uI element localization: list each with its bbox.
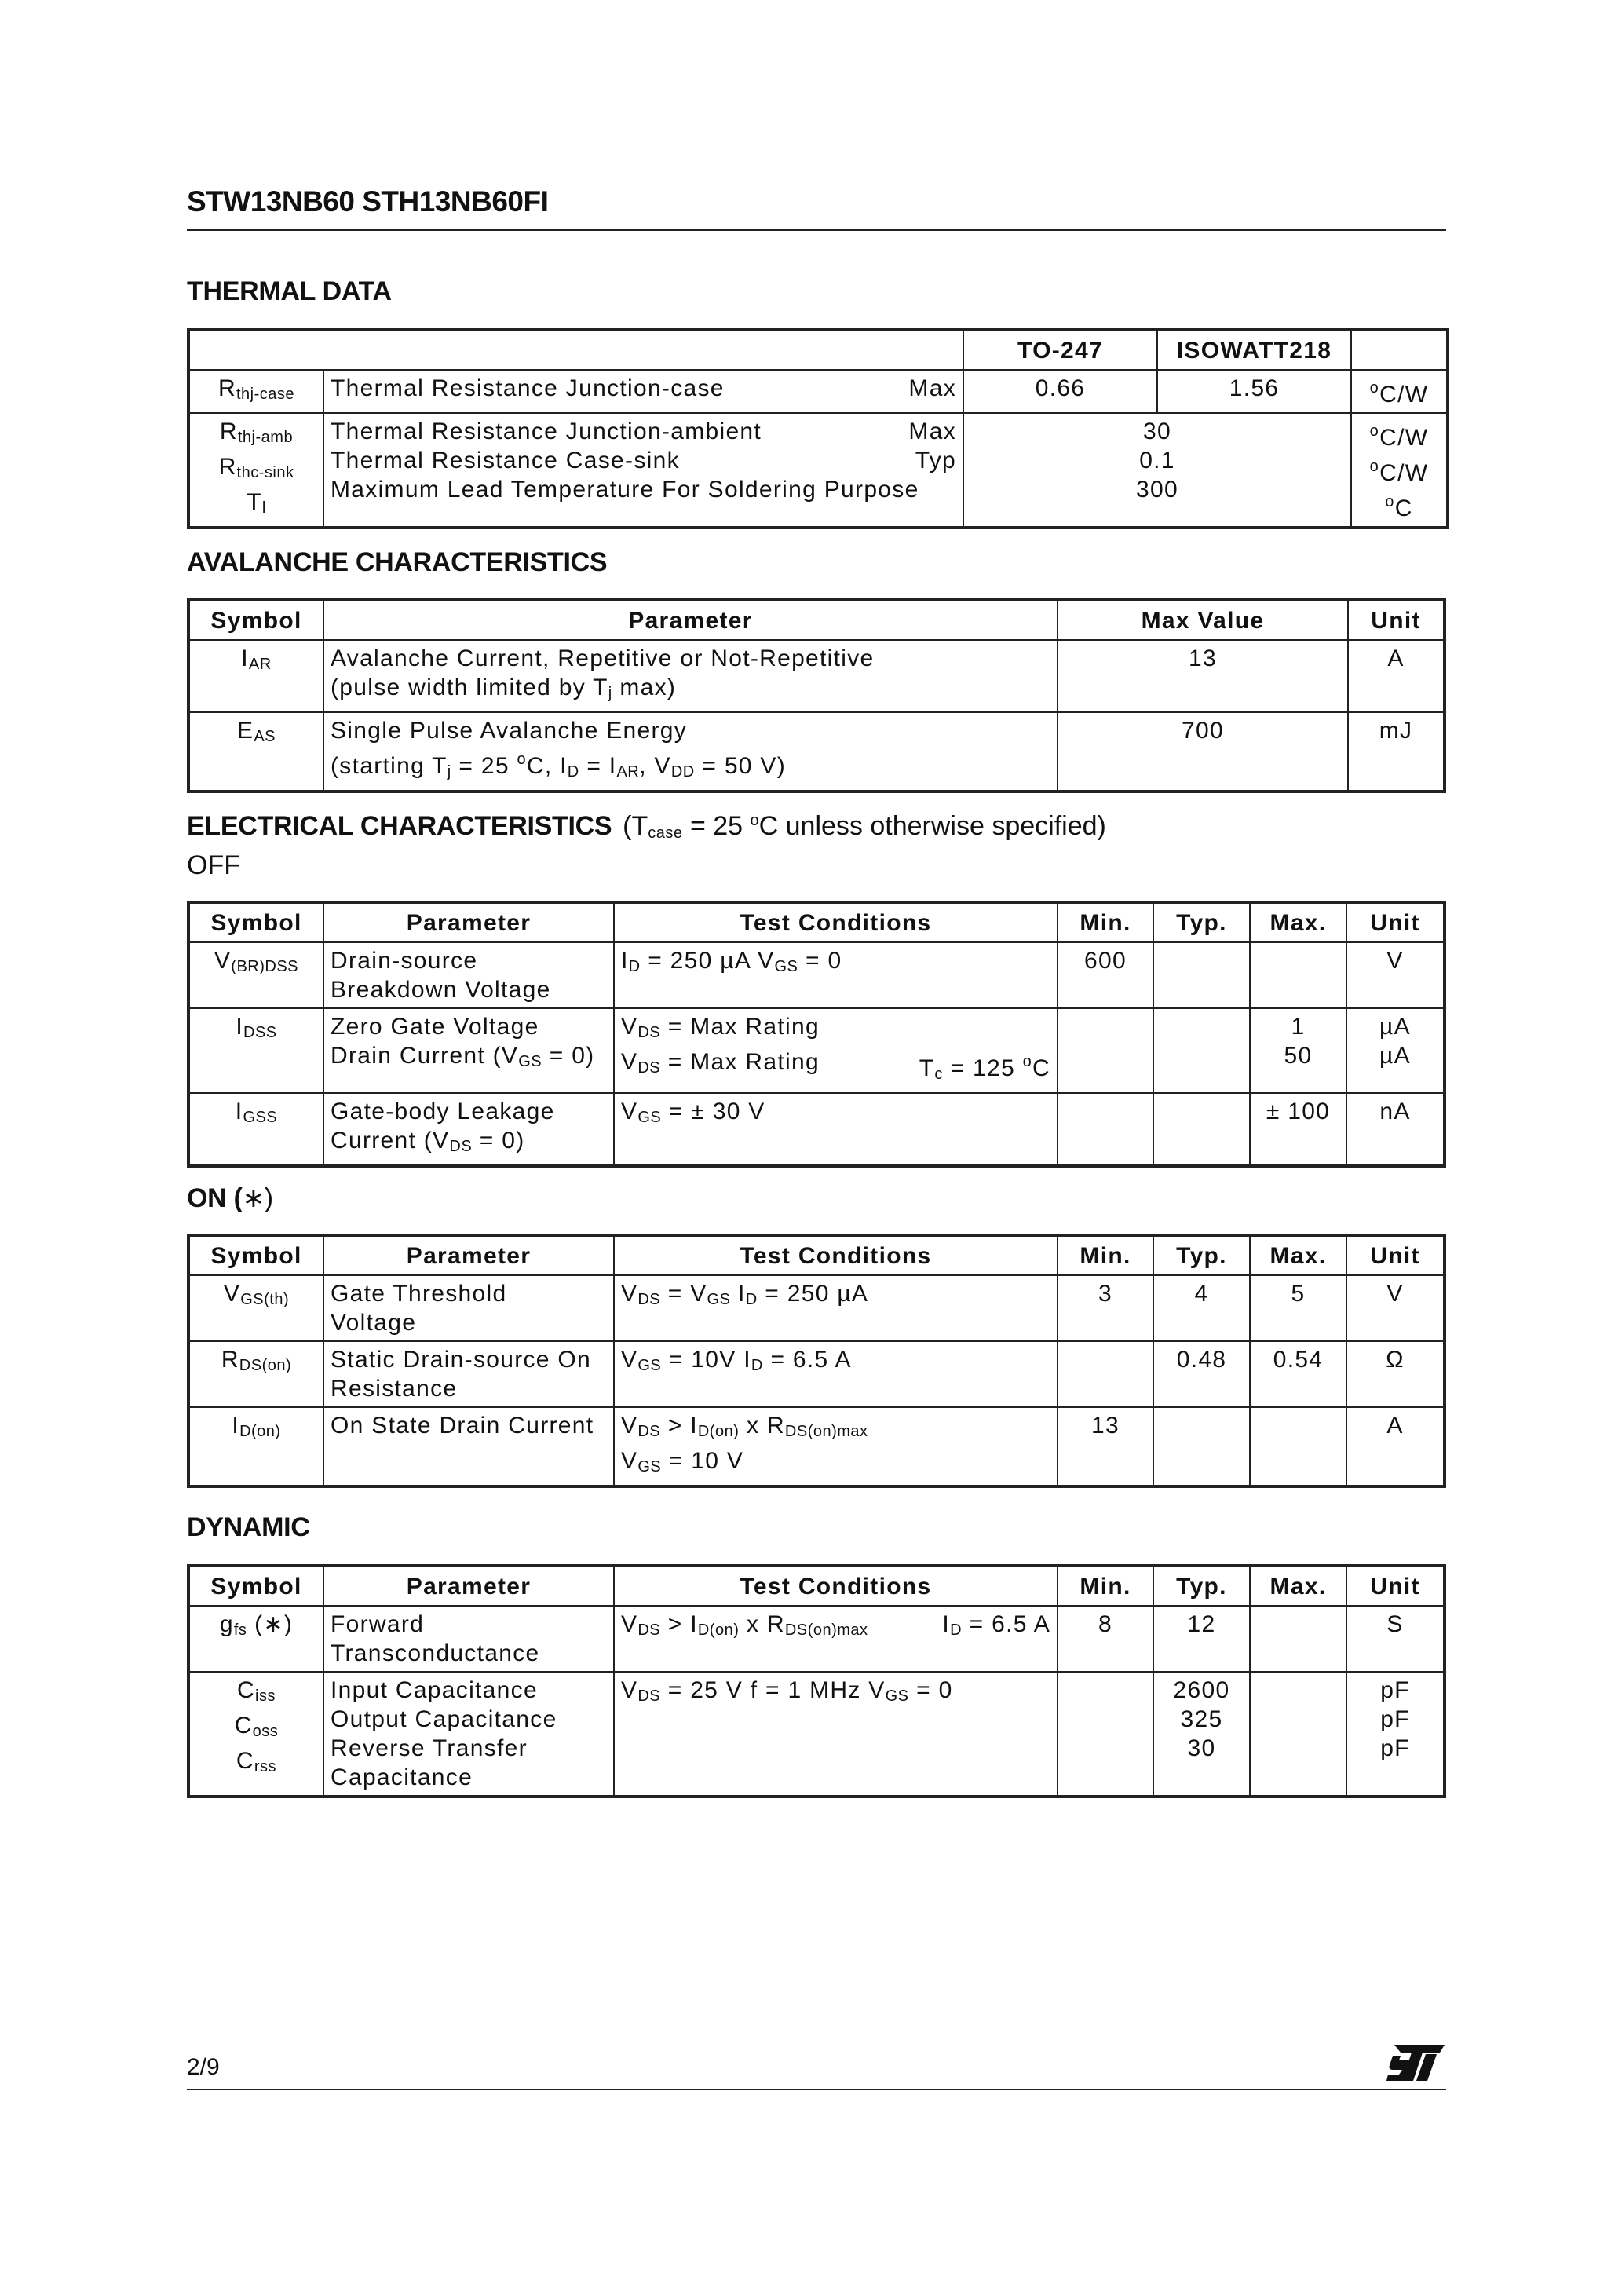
col-typ: Typ. bbox=[1153, 1566, 1250, 1606]
document-title: STW13NB60 STH13NB60FI bbox=[187, 185, 549, 218]
avalanche-table bbox=[187, 598, 1446, 793]
page-number: 2/9 bbox=[187, 2054, 220, 2080]
col-symbol: Symbol bbox=[188, 600, 323, 640]
table-row: $R_{DS(on)}$ Static Drain-source On Resistance $V_{GS} = 10V$ $I_D = 6.5$ A 0.48 0.54 Ω bbox=[188, 1341, 1445, 1407]
table-row: $C_{iss}$ $C_{oss}$ $C_{rss}$ Input Capacitance Output Capacitance Reverse Transfer Capacitance $V_{DS} = 25$ V f = 1 MHz $V_{GS} = 0$ 2600 325 30 pF pF pF bbox=[188, 1672, 1445, 1797]
st-logo-icon bbox=[1383, 2043, 1446, 2086]
electrical-heading-title: ELECTRICAL CHARACTERISTICS bbox=[187, 811, 612, 841]
col-test-conditions: Test Conditions bbox=[614, 1235, 1058, 1275]
avalanche-heading: AVALANCHE CHARACTERISTICS bbox=[187, 547, 608, 577]
header-divider bbox=[187, 229, 1446, 231]
col-max: Max. bbox=[1250, 1235, 1346, 1275]
col-symbol: Symbol bbox=[188, 1566, 323, 1606]
thermal-header-isowatt: ISOWATT218 bbox=[1157, 330, 1351, 370]
col-unit: Unit bbox=[1348, 600, 1445, 640]
asterisk-icon: ∗ bbox=[242, 1183, 265, 1213]
col-min: Min. bbox=[1058, 902, 1153, 942]
dynamic-table bbox=[187, 1564, 1446, 1798]
col-unit: Unit bbox=[1346, 1235, 1445, 1275]
table-row: $V_{(BR)DSS}$ Drain-source Breakdown Voltage $I_D = 250$ µA $V_{GS} = 0$ 600 V bbox=[188, 942, 1445, 1008]
table-row: $I_{GSS}$ Gate-body Leakage Current $(V_{DS} = 0)$ $V_{GS}$ = ± 30 V ± 100 nA bbox=[188, 1093, 1445, 1166]
on-heading: ON (∗) bbox=[187, 1183, 273, 1213]
asterisk-icon: ∗ bbox=[263, 1611, 284, 1637]
thermal-data-table bbox=[187, 328, 1449, 529]
on-table bbox=[187, 1234, 1446, 1488]
col-typ: Typ. bbox=[1153, 902, 1250, 942]
col-parameter: Parameter bbox=[323, 902, 614, 942]
thermal-header-blank bbox=[188, 330, 963, 370]
off-table bbox=[187, 901, 1446, 1168]
col-unit: Unit bbox=[1346, 902, 1445, 942]
footer-divider bbox=[187, 2089, 1446, 2090]
col-parameter: Parameter bbox=[323, 1235, 614, 1275]
col-unit: Unit bbox=[1346, 1566, 1445, 1606]
table-row: $R_{thj-case}$ Thermal Resistance Junction-case Max 0.66 1.56 $^o$C/W bbox=[188, 370, 1448, 413]
col-min: Min. bbox=[1058, 1566, 1153, 1606]
table-row: $I_{DSS}$ Zero Gate Voltage Drain Current $(V_{GS} = 0)$ $V_{DS}$ = Max Rating $V_{DS}$ = Max Rating $T_c = 125$ $^o$C 1 50 µA µA bbox=[188, 1008, 1445, 1093]
table-row: $R_{thj-amb}$ $R_{thc-sink}$ $T_l$ Thermal Resistance Junction-ambient Max Thermal Resistance Case-sink Typ Maximum Lead Temperature For Soldering Purpose 30 0.1 300 $^o$C/W $^o$C/W $^o$C bbox=[188, 413, 1448, 528]
col-min: Min. bbox=[1058, 1235, 1153, 1275]
thermal-header-unit bbox=[1351, 330, 1448, 370]
col-parameter: Parameter bbox=[323, 600, 1058, 640]
dynamic-heading: DYNAMIC bbox=[187, 1512, 310, 1542]
electrical-heading-condition: ($T_{case} = 25$ $^o$C unless otherwise specified) bbox=[623, 811, 1106, 842]
thermal-header-to247: TO-247 bbox=[963, 330, 1157, 370]
off-label: OFF bbox=[187, 850, 240, 880]
col-max: Max. bbox=[1250, 902, 1346, 942]
col-max: Max. bbox=[1250, 1566, 1346, 1606]
col-max-value: Max Value bbox=[1058, 600, 1348, 640]
table-row: $g_{fs}$ (∗) Forward Transconductance $V_{DS} > I_{D(on)}$ x $R_{DS(on)max}$ $I_D = 6.5$ A 8 12 S bbox=[188, 1606, 1445, 1672]
col-test-conditions: Test Conditions bbox=[614, 1566, 1058, 1606]
col-parameter: Parameter bbox=[323, 1566, 614, 1606]
table-row: $E_{AS}$ Single Pulse Avalanche Energy (starting $T_j = 25$ $^o$C, $I_D = I_{AR}$, $V_{DD} = 50$ V) 700 mJ bbox=[188, 712, 1445, 792]
thermal-data-heading: THERMAL DATA bbox=[187, 276, 392, 306]
table-row: $I_{D(on)}$ On State Drain Current $V_{DS} > I_{D(on)}$ x $R_{DS(on)max}$ $V_{GS} = 10$ V 13 A bbox=[188, 1407, 1445, 1486]
col-symbol: Symbol bbox=[188, 1235, 323, 1275]
table-row: $I_{AR}$ Avalanche Current, Repetitive or Not-Repetitive (pulse width limited by $T_j$ max) 13 A bbox=[188, 640, 1445, 712]
electrical-heading bbox=[187, 811, 1106, 843]
col-test-conditions: Test Conditions bbox=[614, 902, 1058, 942]
col-typ: Typ. bbox=[1153, 1235, 1250, 1275]
col-symbol: Symbol bbox=[188, 902, 323, 942]
table-row: $V_{GS(th)}$ Gate Threshold Voltage $V_{DS} = V_{GS}$ $I_D = 250$ µA 3 4 5 V bbox=[188, 1275, 1445, 1341]
